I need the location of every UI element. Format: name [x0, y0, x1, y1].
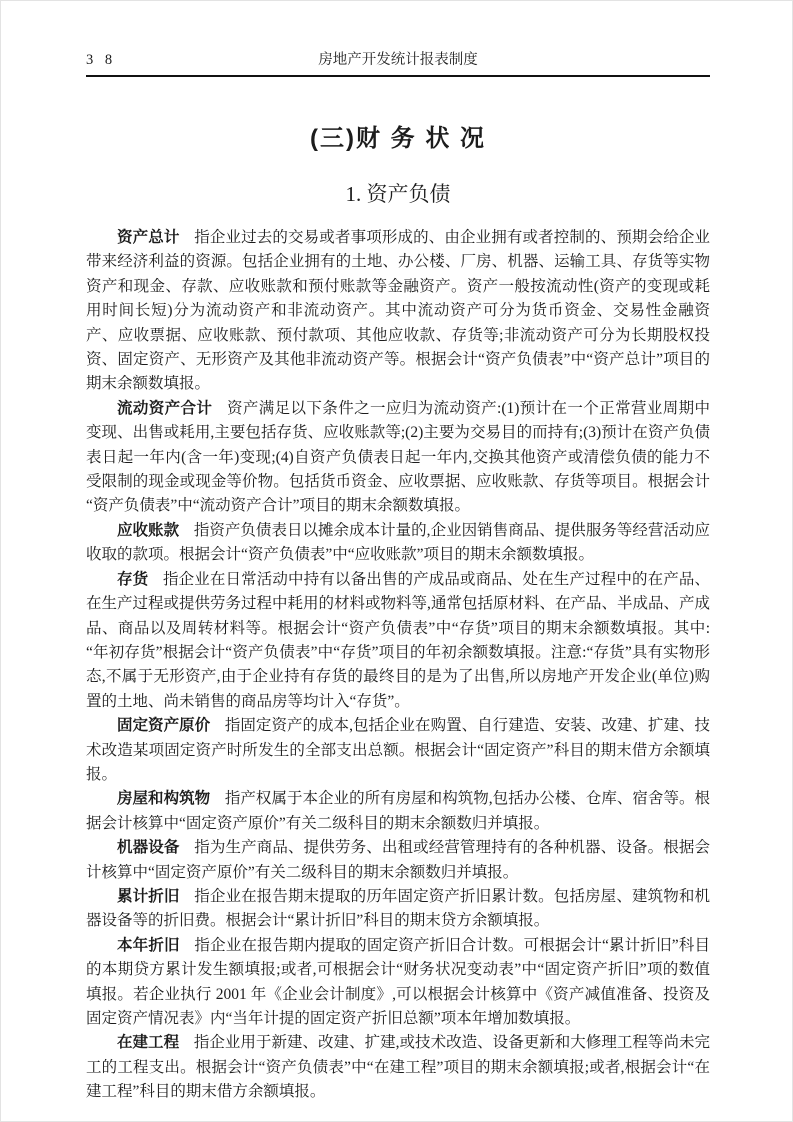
term-label: 机器设备: [117, 839, 180, 857]
term-label: 资产总计: [117, 229, 180, 246]
term-label: 应收账款: [117, 521, 180, 539]
document-body: [86, 226, 710, 1105]
term-definition: 指企业在日常活动中持有以备出售的产成品或商品、处在生产过程中的在产品、在生产过程或提供劳务过程中耗用的材料或物料等,通常包括原材料、在产品、半成品、产成品、商品以及周转材料等。根据会计“资产负债表”中“存货”项目的期末余额数填报。其中:“年初存货”根据会计“资产负债表”中“存货”项目的年初余额数填报。注意:“存货”具有实物形态,不属于无形资产,由于企业持有存货的最终目的是为了出售,所以房地产开发企业(单位)购置的土地、尚未销售的商品房等均计入“存货”。: [86, 570, 710, 710]
term-definition: 指资产负债表日以摊余成本计量的,企业因销售商品、提供服务等经营活动应收取的款项。根据会计“资产负债表”中“应收账款”项目的期末余额数填报。: [86, 521, 710, 564]
definition-paragraph: [86, 226, 710, 397]
definition-paragraph: [86, 714, 710, 787]
definition-paragraph: [86, 787, 710, 836]
definition-paragraph: [86, 568, 710, 714]
running-header: [86, 50, 710, 70]
term-label: 在建工程: [117, 1034, 180, 1052]
term-label: 存货: [117, 570, 149, 588]
term-definition: 指产权属于本企业的所有房屋和构筑物,包括办公楼、仓库、宿舍等。根据会计核算中“固定资产原价”有关二级科目的期末余额数归并填报。: [86, 790, 710, 832]
header-title: 房地产开发统计报表制度: [318, 52, 478, 68]
term-definition: 指为生产商品、提供劳务、出租或经营管理持有的各种机器、设备。根据会计核算中“固定资产原价”有关二级科目的期末余额数归并填报。: [86, 839, 710, 881]
subsection-title: 1. 资产负债: [345, 182, 451, 206]
definition-paragraph: [86, 836, 710, 885]
definition-paragraph: [86, 519, 710, 568]
definition-paragraph: [86, 934, 710, 1032]
definition-paragraph: [86, 397, 710, 519]
term-definition: 资产满足以下条件之一应归为流动资产:(1)预计在一个正常营业周期中变现、出售或耗用,主要包括存货、应收账款等;(2)主要为交易目的而持有;(3)预计在资产负债表日起一年内(含一年)变现;(4)自资产负债表日起一年内,交换其他资产或清偿负债的能力不受限制的现金或现金等价物。包括货币资金、应收票据、应收账款、存货等项目。根据会计“资产负债表”中“流动资产合计”项目的期末余额数填报。: [86, 399, 710, 515]
term-label: 本年折旧: [117, 936, 180, 954]
page-number: 3 8: [86, 52, 117, 68]
definition-paragraph: [86, 885, 710, 934]
term-definition: 指企业用于新建、改建、扩建,或技术改造、设备更新和大修理工程等尚未完工的工程支出。根据会计“资产负债表”中“在建工程”项目的期末余额填报;或者,根据会计“在建工程”科目的期末借方余额填报。: [86, 1034, 710, 1101]
term-label: 固定资产原价: [117, 717, 211, 735]
header-rule: [86, 75, 710, 77]
term-label: 流动资产合计: [117, 399, 213, 417]
section-title: (三)财 务 状 况: [310, 125, 486, 152]
term-label: 累计折旧: [117, 887, 180, 905]
term-definition: 指固定资产的成本,包括企业在购置、自行建造、安装、改建、扩建、技术改造某项固定资产时所发生的全部支出总额。根据会计“固定资产”科目的期末借方余额填报。: [86, 717, 710, 783]
term-definition: 指企业过去的交易或者事项形成的、由企业拥有或者控制的、预期会给企业带来经济利益的资源。包括企业拥有的土地、办公楼、厂房、机器、运输工具、存货等实物资产和现金、存款、应收账款和预付账款等金融资产。资产一般按流动性(资产的变现或耗用时间长短)分为流动资产和非流动资产。其中流动资产可分为货币资金、交易性金融资产、应收票据、应收账款、预付款项、其他应收款、存货等;非流动资产可分为长期股权投资、固定资产、无形资产及其他非流动资产等。根据会计“资产负债表”中“资产总计”项目的期末余额数填报。: [86, 229, 710, 393]
term-label: 房屋和构筑物: [117, 790, 211, 808]
term-definition: 指企业在报告期内提取的固定资产折旧合计数。可根据会计“累计折旧”科目的本期贷方累计发生额填报;或者,可根据会计“财务状况变动表”中“固定资产折旧”项的数值填报。若企业执行 2001 年《企业会计制度》,可以根据会计核算中《资产减值准备、投资及固定资产情况表》内“当年计提的固定资产折旧总额”项本年增加数填报。: [86, 936, 710, 1027]
term-definition: 指企业在报告期末提取的历年固定资产折旧累计数。包括房屋、建筑物和机器设备等的折旧费。根据会计“累计折旧”科目的期末贷方余额填报。: [86, 887, 710, 930]
definition-paragraph: [86, 1031, 710, 1104]
